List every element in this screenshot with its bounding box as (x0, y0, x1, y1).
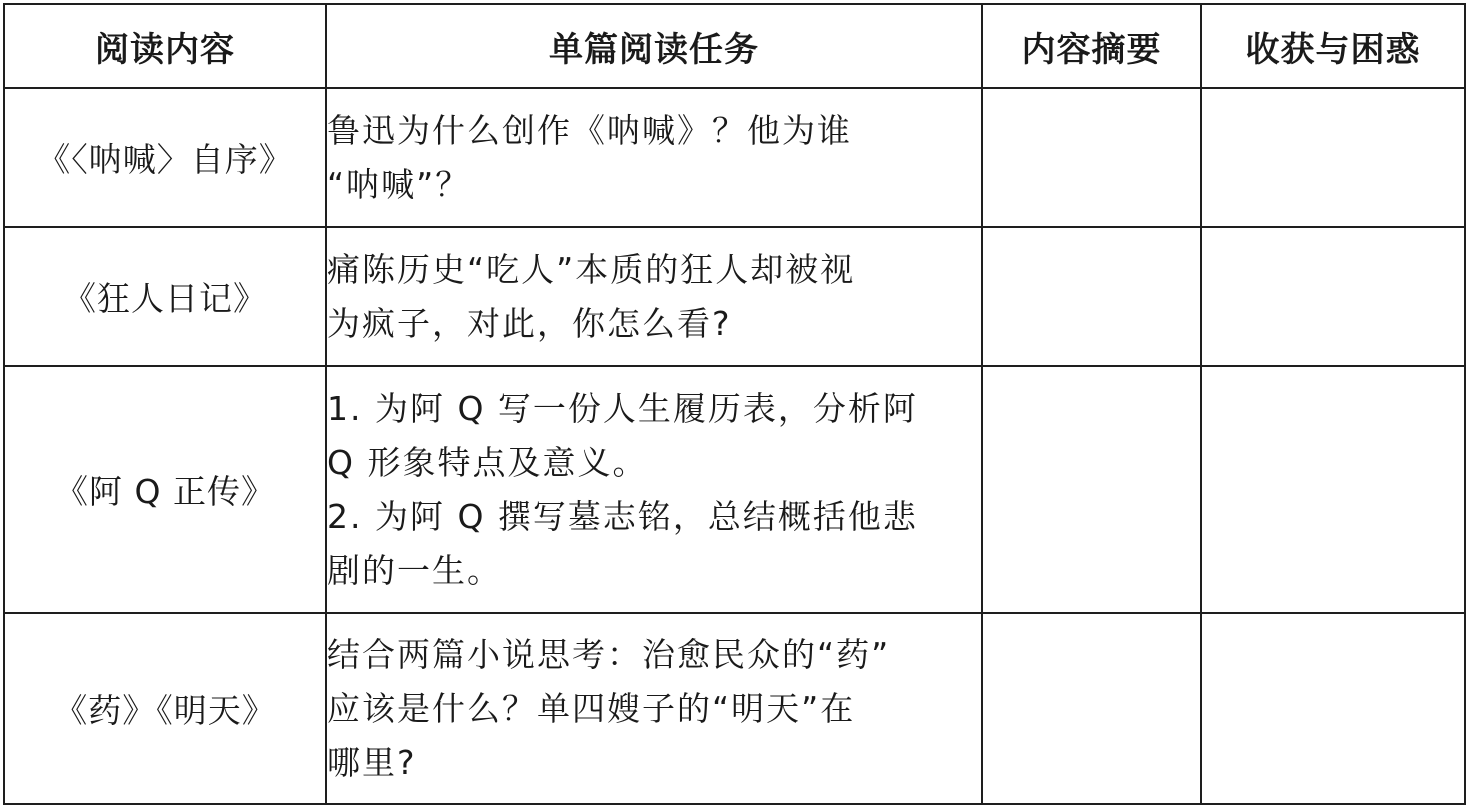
summary-cell[interactable] (982, 366, 1201, 613)
task-line: 结合两篇小说思考：治愈民众的“药” (327, 634, 891, 674)
summary-cell[interactable] (982, 613, 1201, 804)
table-row (4, 613, 1465, 804)
task-line: Q 形象特点及意义。 (327, 442, 648, 482)
reading-task-table-container (3, 3, 1464, 803)
reading-title-cell: 《阿 Q 正传》 (4, 366, 326, 613)
header-content-summary: 内容摘要 (982, 4, 1201, 88)
table-row (4, 366, 1465, 613)
reading-task-cell (326, 613, 982, 804)
reading-task-cell (326, 227, 982, 366)
task-line: 鲁迅为什么创作《呐喊》？他为谁 (327, 110, 852, 150)
task-line: 剧的一生。 (327, 550, 502, 590)
task-line: 痛陈历史“吃人”本质的狂人却被视 (327, 249, 856, 289)
gain-cell[interactable] (1201, 227, 1465, 366)
task-line: 2. 为阿 Q 撰写墓志铭，总结概括他悲 (327, 496, 918, 536)
task-line: “呐喊”？ (327, 164, 471, 204)
task-line: 1. 为阿 Q 写一份人生履历表，分析阿 (327, 388, 918, 428)
reading-task-cell (326, 366, 982, 613)
task-line: 哪里? (327, 742, 417, 782)
task-line: 为疯子，对此，你怎么看? (327, 303, 732, 343)
summary-cell[interactable] (982, 227, 1201, 366)
reading-task-table (3, 3, 1466, 805)
gain-cell[interactable] (1201, 366, 1465, 613)
reading-title-cell: 《〈呐喊〉自序》 (4, 88, 326, 227)
summary-cell[interactable] (982, 88, 1201, 227)
task-line: 应该是什么？单四嫂子的“明天”在 (327, 688, 856, 728)
table-row (4, 227, 1465, 366)
reading-title-cell: 《狂人日记》 (4, 227, 326, 366)
table-row (4, 88, 1465, 227)
gain-cell[interactable] (1201, 613, 1465, 804)
header-reading-content: 阅读内容 (4, 4, 326, 88)
header-row (4, 4, 1465, 88)
reading-title-cell: 《药》《明天》 (4, 613, 326, 804)
header-reading-task: 单篇阅读任务 (326, 4, 982, 88)
header-gains-and-doubts: 收获与困惑 (1201, 4, 1465, 88)
gain-cell[interactable] (1201, 88, 1465, 227)
reading-task-cell (326, 88, 982, 227)
